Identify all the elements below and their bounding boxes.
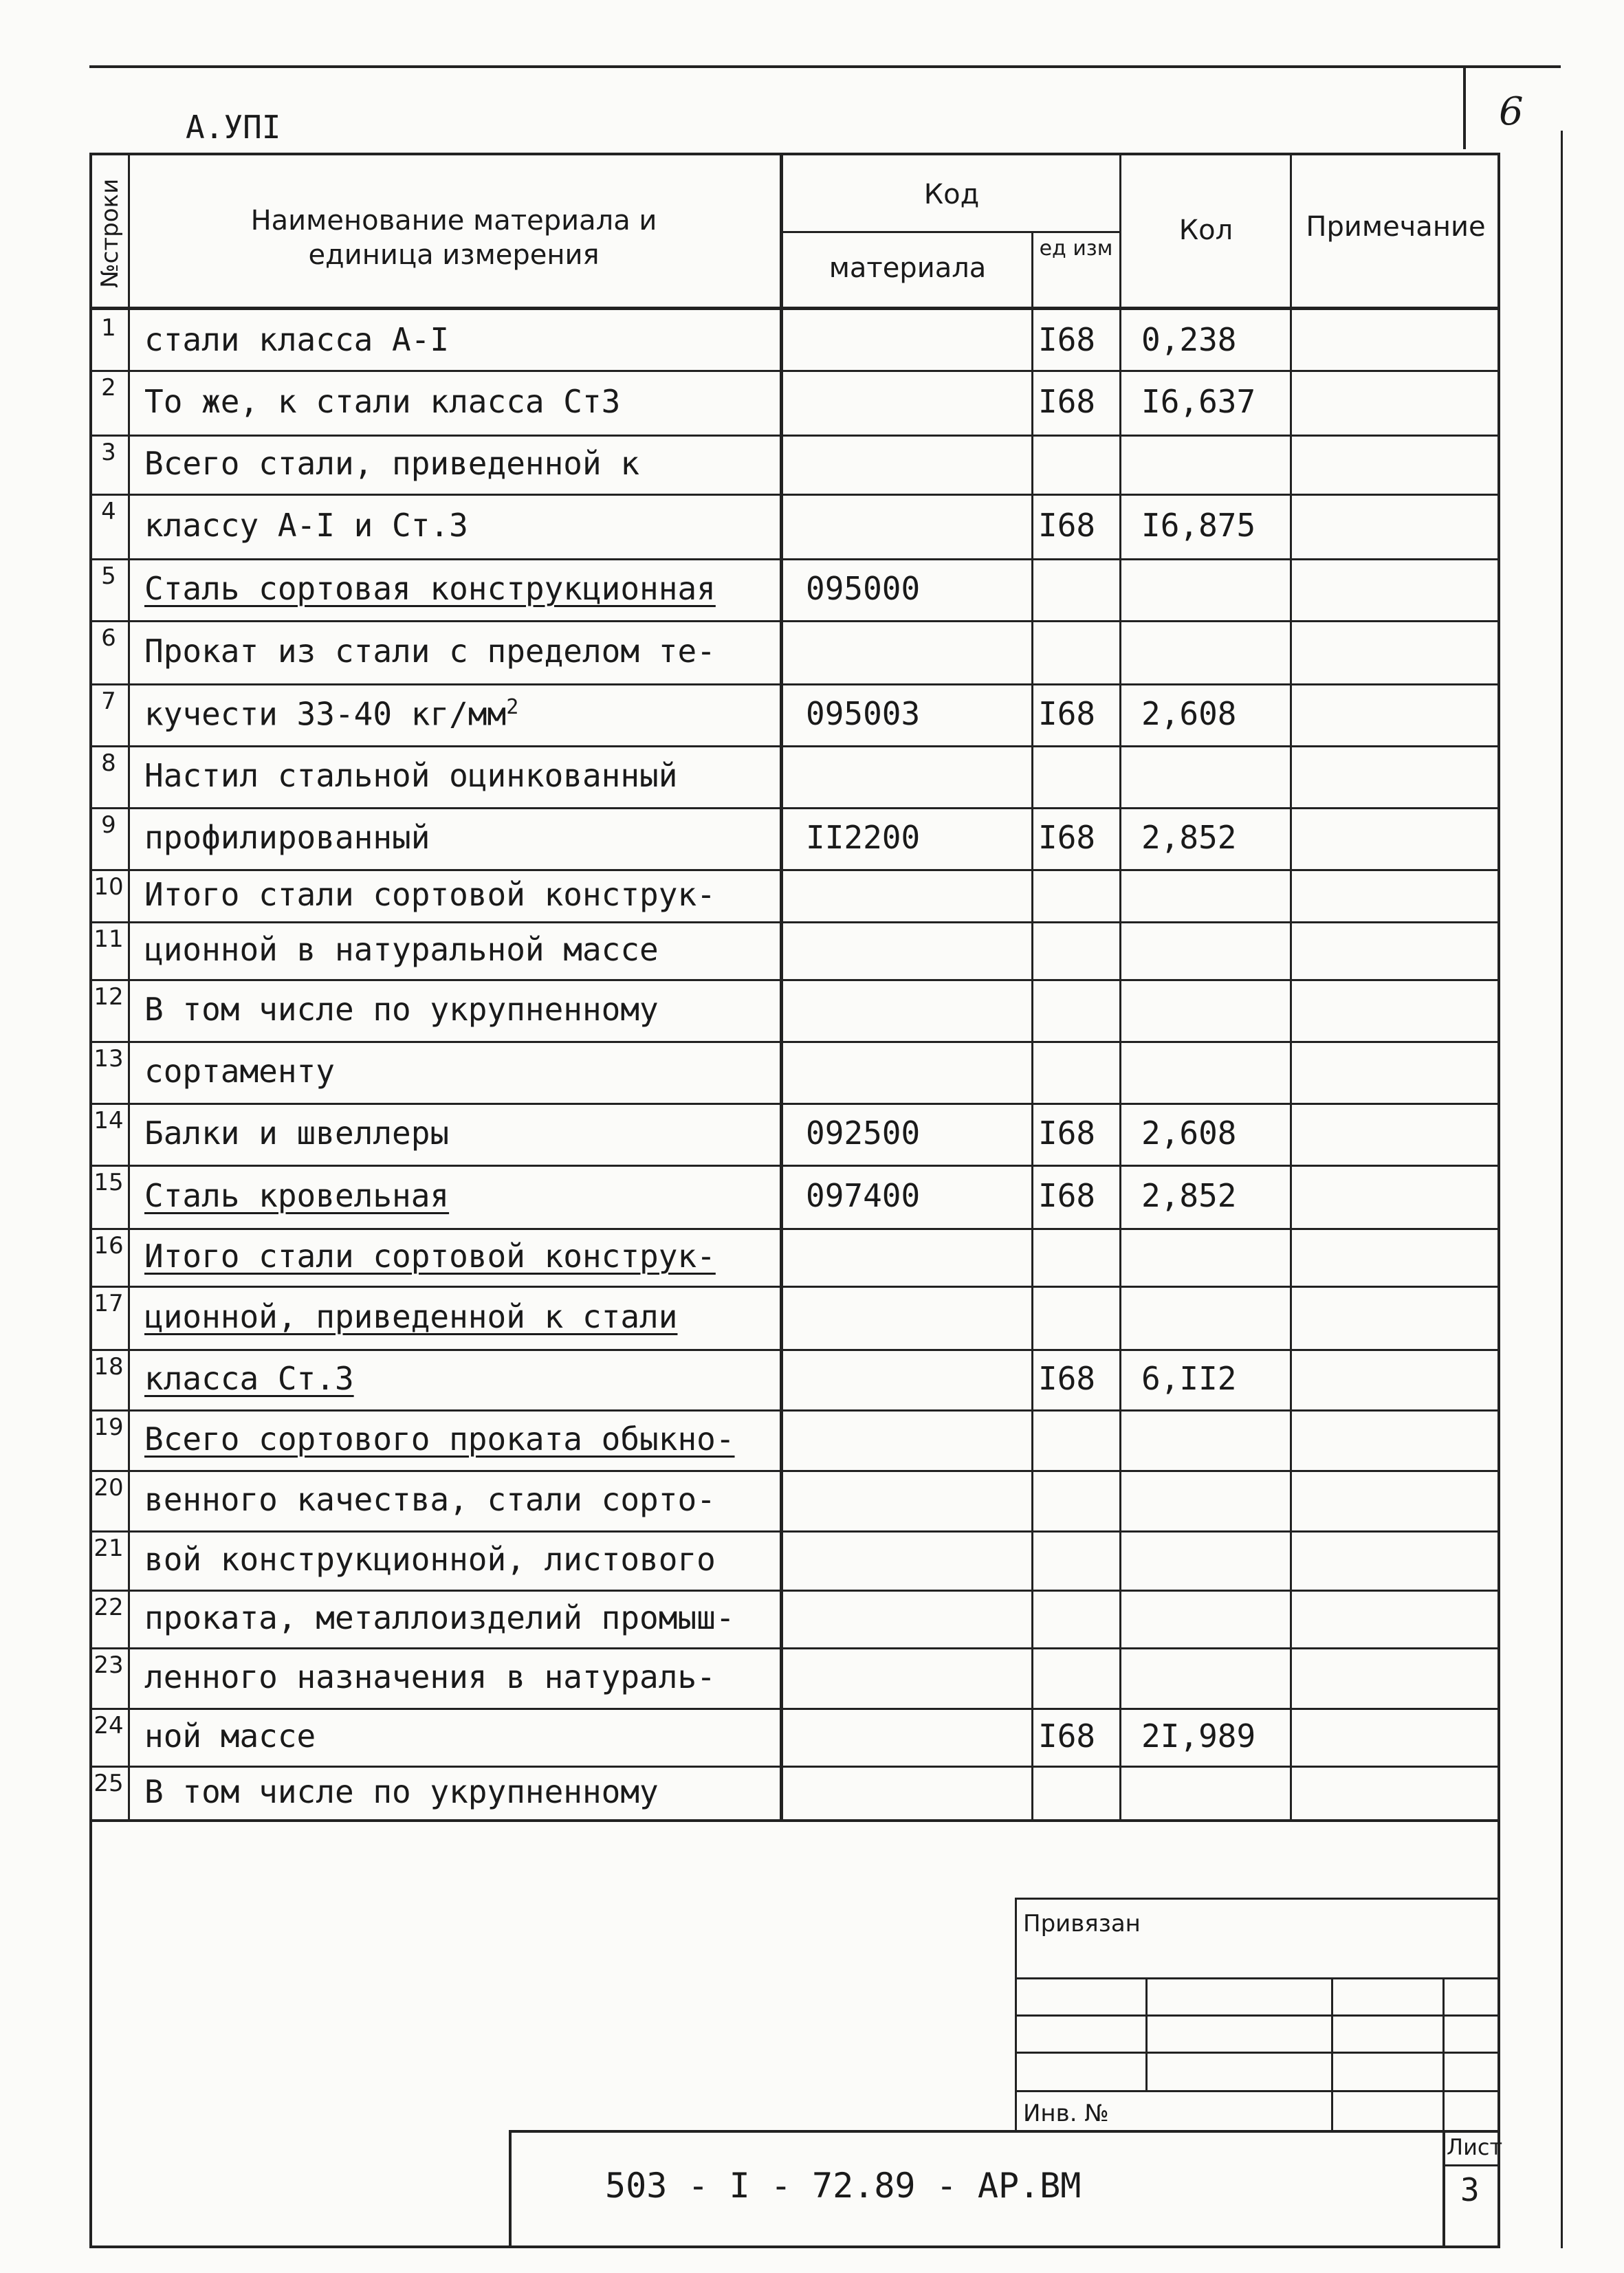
material-name: Настил стальной оцинкованный <box>144 757 678 794</box>
superscript: 2 <box>506 695 519 719</box>
quantity: 0,238 <box>1141 320 1237 358</box>
row-divider <box>92 979 1497 981</box>
row-divider <box>92 1349 1497 1351</box>
row-divider <box>92 558 1497 560</box>
quantity: I6,637 <box>1141 383 1256 420</box>
material-name: ционной в натуральной массе <box>144 931 659 968</box>
material-name: Итого стали сортовой конструк- <box>144 1238 716 1275</box>
material-name: Сталь сортовая конструкционная <box>144 570 716 607</box>
row-number: 23 <box>94 1651 124 1679</box>
quantity: 6,II2 <box>1141 1360 1237 1397</box>
right-margin-line <box>1561 131 1563 2248</box>
row-divider <box>92 1470 1497 1472</box>
row-number: 16 <box>94 1232 124 1260</box>
row-number: 22 <box>94 1594 124 1621</box>
col-divider-name <box>780 153 783 1822</box>
document-code: А.УПI <box>186 109 281 146</box>
row-number: 4 <box>101 498 116 525</box>
material-name: ционной, приведенной к стали <box>144 1298 678 1335</box>
row-number: 1 <box>101 314 116 342</box>
row-number: 6 <box>101 624 116 652</box>
stamp-col-1 <box>1145 1977 1148 2090</box>
material-name: стали класса А-I <box>144 320 450 358</box>
row-number: 20 <box>94 1474 124 1502</box>
material-name: ленного назначения в натураль- <box>144 1658 716 1695</box>
inv-number-label: Инв. № <box>1023 2100 1109 2127</box>
unit-code: I68 <box>1038 695 1096 732</box>
row-divider <box>92 1766 1497 1768</box>
document-designation: 503 - I - 72.89 - АР.ВМ <box>605 2166 1082 2206</box>
row-number: 13 <box>94 1045 124 1073</box>
material-name: классу А-I и Ст.3 <box>144 507 468 544</box>
col-divider-rownum <box>128 153 130 1822</box>
attached-label: Привязан <box>1023 1910 1141 1937</box>
quantity: 2,852 <box>1141 819 1237 856</box>
material-name: Всего стали, приведенной к <box>144 445 640 482</box>
header-name: Наименование материала и единица измерения <box>250 205 657 271</box>
row-number: 14 <box>94 1107 124 1134</box>
top-border-line <box>89 65 1561 68</box>
unit-code: I68 <box>1038 507 1096 544</box>
col-divider-code <box>1031 231 1033 1822</box>
row-divider <box>92 807 1497 809</box>
row-divider <box>92 1103 1497 1105</box>
row-number: 5 <box>101 562 116 590</box>
row-divider <box>92 1647 1497 1649</box>
sheet-number: 3 <box>1460 2171 1480 2208</box>
header-code-group: Код <box>923 179 980 210</box>
quantity: 2,852 <box>1141 1177 1237 1214</box>
frame-left-line <box>89 1822 92 2248</box>
row-number: 17 <box>94 1290 124 1317</box>
col-divider-qty <box>1290 153 1292 1822</box>
row-divider <box>92 494 1497 496</box>
row-number: 9 <box>101 811 116 839</box>
sheet-label-line <box>1442 2164 1500 2166</box>
header-unit: ед изм <box>1039 237 1113 261</box>
row-divider <box>92 1708 1497 1710</box>
row-number: 3 <box>101 439 116 466</box>
row-divider <box>92 435 1497 437</box>
row-number: 25 <box>94 1770 124 1797</box>
stamp-col-2 <box>1331 1977 1333 2131</box>
unit-code: I68 <box>1038 819 1096 856</box>
header-quantity: Кол <box>1178 215 1233 246</box>
frame-right-line <box>1497 1822 1500 2248</box>
row-divider <box>92 1041 1497 1043</box>
header-row-no-text: №строки <box>96 178 124 288</box>
unit-code: I68 <box>1038 1114 1096 1152</box>
material-code: II2200 <box>806 819 921 856</box>
row-number: 7 <box>101 688 116 715</box>
material-code: 095003 <box>806 695 921 732</box>
row-number: 11 <box>94 925 124 953</box>
stamp-top-line <box>1015 1898 1500 1900</box>
material-name: Балки и швеллеры <box>144 1114 450 1152</box>
row-divider <box>92 620 1497 622</box>
material-name: В том числе по укрупненному <box>144 991 659 1028</box>
stamp-col-3 <box>1442 1977 1445 2131</box>
header-material-code: материала <box>829 252 987 284</box>
header-row-no <box>92 158 128 305</box>
sheet-label: Лист <box>1447 2134 1503 2160</box>
material-name: профилированный <box>144 819 430 856</box>
material-name: кучести 33-40 $кг/мм^2$ <box>144 695 519 733</box>
code-subheader-line <box>780 231 1119 233</box>
quantity: 2,608 <box>1141 695 1237 732</box>
unit-code: I68 <box>1038 383 1096 420</box>
col-divider-unit <box>1119 153 1121 1822</box>
row-number: 19 <box>94 1414 124 1441</box>
row-divider <box>92 683 1497 685</box>
row-divider <box>92 1590 1497 1592</box>
material-name: вой конструкционной, листового <box>144 1541 716 1578</box>
quantity: 2I,989 <box>1141 1717 1256 1755</box>
material-name: В том числе по укрупненному <box>144 1773 659 1810</box>
row-divider <box>92 1286 1497 1288</box>
row-number: 2 <box>101 374 116 402</box>
row-divider <box>92 921 1497 923</box>
sheet-divider-line <box>1442 2130 1445 2247</box>
title-block-top-line <box>509 2130 1500 2133</box>
material-name: Сталь кровельная <box>144 1177 450 1214</box>
material-name: Всего сортового проката обыкно- <box>144 1420 735 1458</box>
row-divider <box>92 1409 1497 1412</box>
row-number: 15 <box>94 1169 124 1196</box>
row-number: 18 <box>94 1353 124 1381</box>
material-name: То же, к стали класса Ст3 <box>144 383 621 420</box>
material-name: Прокат из стали с пределом те- <box>144 633 716 670</box>
row-divider <box>92 1530 1497 1533</box>
unit-code: I68 <box>1038 1177 1096 1214</box>
page-number-divider <box>1463 65 1466 149</box>
material-name: класса Ст.3 <box>144 1360 354 1397</box>
row-divider <box>92 1228 1497 1230</box>
material-code: 095000 <box>806 570 921 607</box>
row-number: 21 <box>94 1535 124 1562</box>
quantity: 2,608 <box>1141 1114 1237 1152</box>
stamp-line-2 <box>1015 2014 1500 2017</box>
stamp-line-1 <box>1015 1977 1500 1979</box>
material-name: сортаменту <box>144 1053 335 1090</box>
row-number: 24 <box>94 1712 124 1739</box>
material-name: Итого стали сортовой конструк- <box>144 876 716 913</box>
material-code: 092500 <box>806 1114 921 1152</box>
row-number: 8 <box>101 749 116 777</box>
row-divider <box>92 869 1497 871</box>
unit-code: I68 <box>1038 1717 1096 1755</box>
page-number: 6 <box>1499 89 1524 134</box>
row-divider <box>92 1165 1497 1167</box>
material-name: ной массе <box>144 1717 316 1755</box>
row-number: 10 <box>94 873 124 901</box>
stamp-line-3 <box>1015 2052 1500 2054</box>
row-divider <box>92 370 1497 372</box>
stamp-line-4 <box>1015 2090 1500 2092</box>
row-divider <box>92 745 1497 747</box>
unit-code: I68 <box>1038 320 1096 358</box>
frame-bottom-line <box>89 2245 1500 2248</box>
material-name: венного качества, стали сорто- <box>144 1481 716 1518</box>
header-note: Примечание <box>1306 211 1486 243</box>
row-number: 12 <box>94 983 124 1011</box>
material-code: 097400 <box>806 1177 921 1214</box>
unit-code: I68 <box>1038 1360 1096 1397</box>
title-block-left-line <box>509 2130 512 2247</box>
header-bottom-line <box>89 307 1500 310</box>
quantity: I6,875 <box>1141 507 1256 544</box>
material-name: проката, металлоизделий промыш- <box>144 1599 735 1636</box>
